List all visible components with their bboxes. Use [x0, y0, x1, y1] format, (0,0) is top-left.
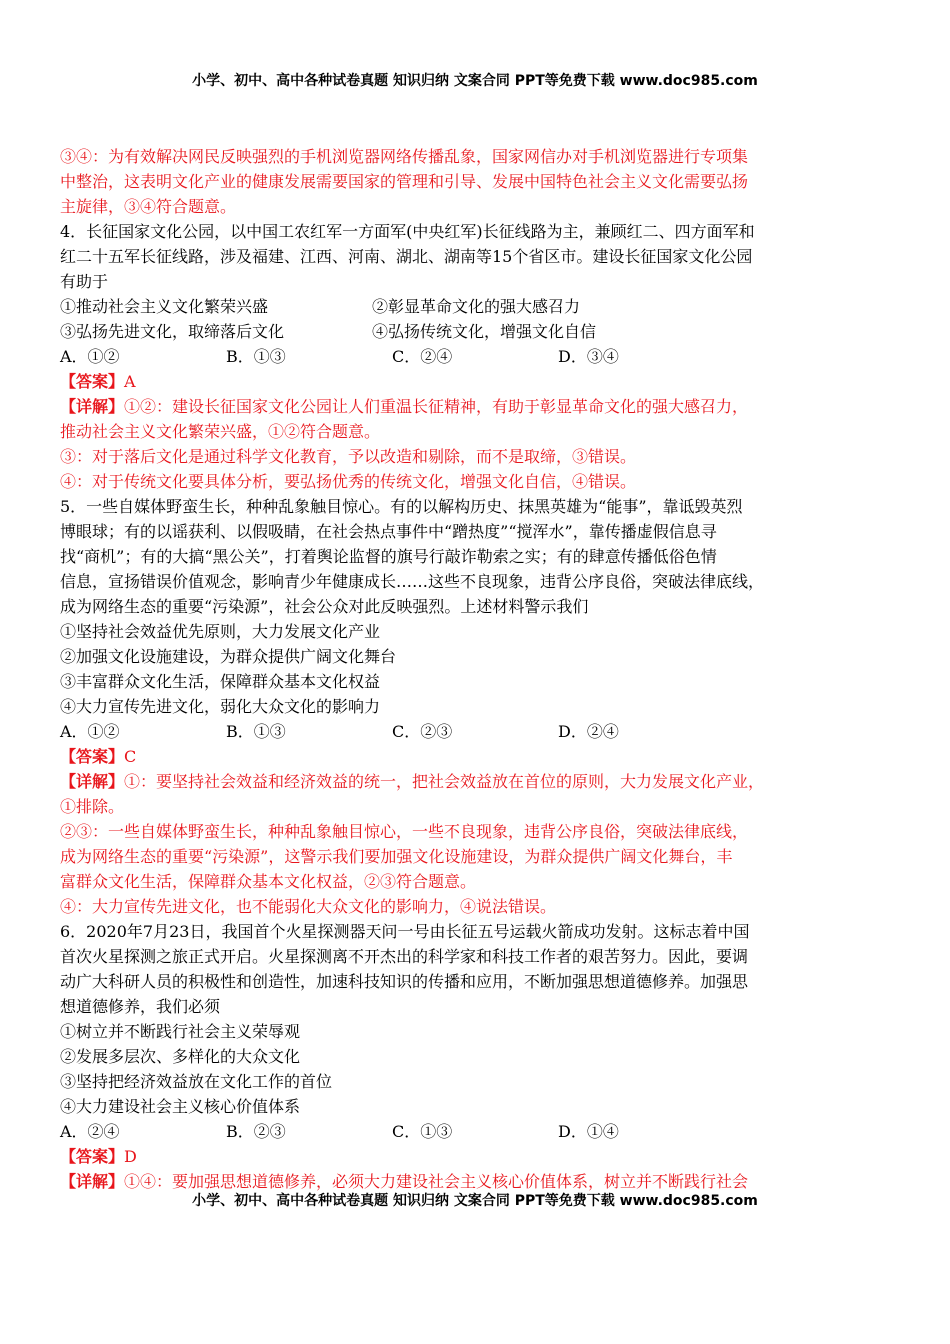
- explanation-line: ③④：为有效解决网民反映强烈的手机浏览器网络传播乱象，国家网信办对手机浏览器进行专项集: [60, 147, 749, 166]
- option-a: A．①②: [60, 722, 120, 741]
- q6-item: ①树立并不断践行社会主义荣辱观: [60, 1022, 301, 1041]
- page-header: 小学、初中、高中各种试卷真题 知识归纳 文案合同 PPT等免费下载 www.doc985.com: [192, 73, 758, 89]
- document-content: [60, 144, 894, 1194]
- q4-item: ②彰显革命文化的强大感召力: [372, 297, 581, 316]
- q5-item: ③丰富群众文化生活，保障群众基本文化权益: [60, 672, 381, 691]
- q6-item: ③坚持把经济效益放在文化工作的首位: [60, 1072, 333, 1091]
- q6-stem-line: 6．2020年7月23日，我国首个火星探测器天问一号由长征五号运载火箭成功发射。这标志着中国: [60, 922, 750, 941]
- answer-value: D: [124, 1147, 137, 1166]
- q6-item: ④大力建设社会主义核心价值体系: [60, 1097, 301, 1116]
- answer-tag: 【答案】: [60, 747, 125, 766]
- q5-detail-line: ①排除。: [60, 797, 125, 816]
- q4-detail-line: ④：对于传统文化要具体分析，要弘扬优秀的传统文化，增强文化自信，④错误。: [60, 472, 637, 491]
- option-c: C．①③: [392, 1122, 453, 1141]
- q6-stem-line: 想道德修养，我们必须: [60, 997, 221, 1016]
- q4-items-row: [60, 294, 894, 319]
- q5-detail-line: 成为网络生态的重要“污染源”，这警示我们要加强文化设施建设，为群众提供广阔文化舞台，丰: [60, 847, 733, 866]
- q5-stem-line: 5．一些自媒体野蛮生长，种种乱象触目惊心。有的以解构历史、抹黑英雄为“能事”，靠诋毁英烈: [60, 497, 743, 516]
- q6-stem-line: 首次火星探测之旅正式开启。火星探测离不开杰出的科学家和科技工作者的艰苦努力。因此，要调: [60, 947, 749, 966]
- q6-stem-line: 动广大科研人员的积极性和创造性，加速科技知识的传播和应用，不断加强思想道德修养。加强思: [60, 972, 749, 991]
- q4-items-row: [60, 319, 894, 344]
- answer-value: C: [124, 747, 137, 766]
- q5-item: ①坚持社会效益优先原则，大力发展文化产业: [60, 622, 381, 641]
- q5-detail-line: ④：大力宣传先进文化，也不能弱化大众文化的影响力，④说法错误。: [60, 897, 557, 916]
- detail-tag: 【详解】: [60, 772, 125, 791]
- q4-stem-line: 红二十五军长征线路，涉及福建、江西、河南、湖北、湖南等15个省区市。建设长征国家文化公园: [60, 247, 753, 266]
- q5-stem-line: 博眼球；有的以谣获利、以假吸睛，在社会热点事件中“蹭热度”“搅浑水”，靠传播虚假信息寻: [60, 522, 717, 541]
- option-d: D．②④: [558, 722, 619, 741]
- option-c: C．②④: [392, 347, 453, 366]
- q5-options: [60, 719, 894, 744]
- option-a: A．②④: [60, 1122, 120, 1141]
- q6-item: ②发展多层次、多样化的大众文化: [60, 1047, 301, 1066]
- q6-options: [60, 1119, 894, 1144]
- option-b: B．②③: [226, 1122, 286, 1141]
- explanation-line: 中整治，这表明文化产业的健康发展需要国家的管理和引导、发展中国特色社会主义文化需要弘扬: [60, 172, 749, 191]
- q4-item: ③弘扬先进文化，取缔落后文化: [60, 322, 285, 341]
- answer-tag: 【答案】: [60, 1147, 125, 1166]
- q5-detail-line: 富群众文化生活，保障群众基本文化权益，②③符合题意。: [60, 872, 477, 891]
- q4-detail-line: ③：对于落后文化是通过科学文化教育，予以改造和剔除，而不是取缔，③错误。: [60, 447, 637, 466]
- option-d: D．③④: [558, 347, 619, 366]
- option-b: B．①③: [226, 722, 286, 741]
- detail-text: ①：要坚持社会效益和经济效益的统一，把社会效益放在首位的原则，大力发展文化产业，: [124, 772, 765, 791]
- q6-answer: [60, 1144, 894, 1169]
- q4-detail: [60, 394, 894, 419]
- q4-options: [60, 344, 894, 369]
- detail-tag: 【详解】: [60, 1172, 125, 1191]
- answer-value: A: [124, 372, 136, 391]
- q5-stem-line: 信息，宣扬错误价值观念，影响青少年健康成长……这些不良现象，违背公序良俗，突破法律底线，: [60, 572, 765, 591]
- option-c: C．②③: [392, 722, 453, 741]
- explanation-line: 主旋律，③④符合题意。: [60, 197, 237, 216]
- option-b: B．①③: [226, 347, 286, 366]
- answer-tag: 【答案】: [60, 372, 125, 391]
- detail-text: ①④：要加强思想道德修养，必须大力建设社会主义核心价值体系，树立并不断践行社会: [124, 1172, 749, 1191]
- q4-answer: [60, 369, 894, 394]
- q4-stem-line: 4．长征国家文化公园，以中国工农红军一方面军(中央红军)长征线路为主，兼顾红二、四方面军和: [60, 222, 755, 241]
- q4-item: ①推动社会主义文化繁荣兴盛: [60, 297, 269, 316]
- page-footer: 小学、初中、高中各种试卷真题 知识归纳 文案合同 PPT等免费下载 www.doc985.com: [192, 1193, 758, 1209]
- q5-item: ②加强文化设施建设，为群众提供广阔文化舞台: [60, 647, 397, 666]
- q5-stem-line: 成为网络生态的重要“污染源”，社会公众对此反映强烈。上述材料警示我们: [60, 597, 589, 616]
- q4-item: ④弘扬传统文化，增强文化自信: [372, 322, 597, 341]
- q5-detail-line: ②③：一些自媒体野蛮生长，种种乱象触目惊心，一些不良现象，违背公序良俗，突破法律底线，: [60, 822, 749, 841]
- option-a: A．①②: [60, 347, 120, 366]
- q5-answer: [60, 744, 894, 769]
- q5-item: ④大力宣传先进文化，弱化大众文化的影响力: [60, 697, 381, 716]
- option-d: D．①④: [558, 1122, 619, 1141]
- q5-detail: [60, 769, 894, 794]
- q4-stem-line: 有助于: [60, 272, 109, 291]
- q5-stem-line: 找“商机”；有的大搞“黑公关”，打着舆论监督的旗号行敲诈勒索之实；有的肆意传播低俗色情: [60, 547, 717, 566]
- q4-detail-line: 推动社会主义文化繁荣兴盛，①②符合题意。: [60, 422, 381, 441]
- detail-text: ①②：建设长征国家文化公园让人们重温长征精神，有助于彰显革命文化的强大感召力，: [124, 397, 749, 416]
- detail-tag: 【详解】: [60, 397, 125, 416]
